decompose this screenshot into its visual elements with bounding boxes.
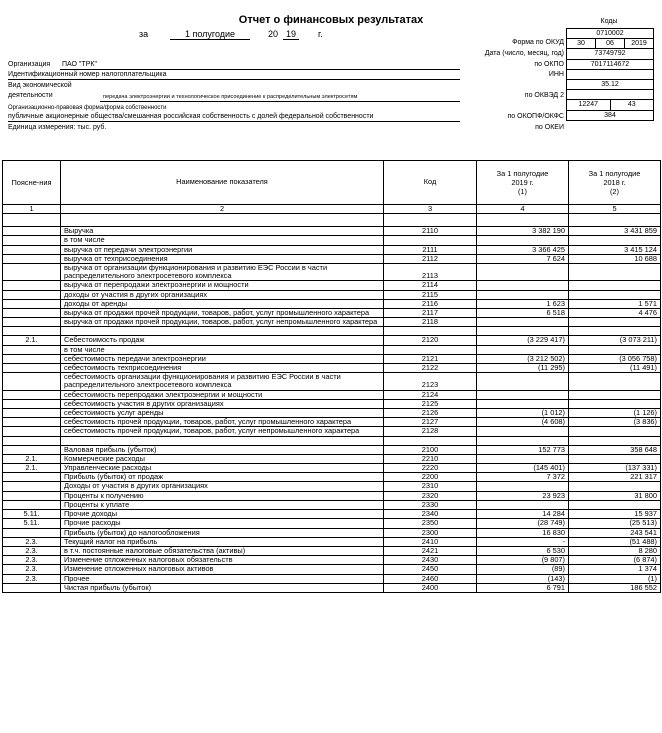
note-cell bbox=[3, 482, 61, 491]
note-cell: 2.1. bbox=[3, 464, 61, 473]
code-okei: 384 bbox=[604, 111, 616, 119]
note-cell bbox=[3, 354, 61, 363]
note-cell bbox=[3, 299, 61, 308]
value-2019-cell: (145 401) bbox=[477, 464, 569, 473]
value-2018-cell: 10 688 bbox=[569, 254, 661, 263]
col-num-4: 4 bbox=[477, 205, 569, 214]
name-cell: себестоимость передачи электроэнергии bbox=[61, 354, 384, 363]
code-inn: 7017114672 bbox=[567, 60, 653, 70]
value-2018-cell bbox=[569, 290, 661, 299]
name-cell: себестоимость техприсоединения bbox=[61, 364, 384, 373]
value-2018-cell: 1 374 bbox=[569, 565, 661, 574]
code-cell: 2114 bbox=[384, 281, 477, 290]
code-okud: 0710002 bbox=[567, 29, 653, 39]
codes-header: Коды bbox=[600, 18, 618, 25]
code-cell bbox=[384, 236, 477, 245]
value-2019-cell bbox=[477, 264, 569, 281]
value-2019-cell bbox=[477, 318, 569, 327]
value-2019-cell: 23 923 bbox=[477, 491, 569, 500]
code-cell: 2123 bbox=[384, 373, 477, 390]
spacer-cell bbox=[569, 214, 661, 227]
note-cell: 2.3. bbox=[3, 574, 61, 583]
name-cell: выручка от техприсоединения bbox=[61, 254, 384, 263]
label-date: Дата (число, месяц, год) bbox=[484, 50, 564, 57]
spacer-cell bbox=[384, 214, 477, 227]
col-2018-header bbox=[569, 161, 661, 205]
table-row bbox=[3, 236, 661, 245]
spacer-cell bbox=[569, 436, 661, 445]
table-row bbox=[3, 245, 661, 254]
value-2019-cell: (3 212 502) bbox=[477, 354, 569, 363]
period-year-field bbox=[283, 29, 299, 40]
spacer-row bbox=[3, 214, 661, 227]
value-2019-cell: 14 284 bbox=[477, 510, 569, 519]
table-body bbox=[3, 214, 661, 593]
value-2018-cell bbox=[569, 264, 661, 281]
name-cell: Проценты к уплате bbox=[61, 500, 384, 509]
value-2018-cell: 358 648 bbox=[569, 445, 661, 454]
note-cell bbox=[3, 409, 61, 418]
name-cell: себестоимость перепродажи электроэнергии и мощности bbox=[61, 390, 384, 399]
value-2018-cell: (6 874) bbox=[569, 556, 661, 565]
code-cell: 2300 bbox=[384, 528, 477, 537]
label-inn: ИНН bbox=[548, 71, 564, 78]
name-cell: Проценты к получению bbox=[61, 491, 384, 500]
opf-underline bbox=[8, 121, 460, 122]
name-cell: в т.ч. постоянные налоговые обязательства (активы) bbox=[61, 546, 384, 555]
code-cell: 2125 bbox=[384, 399, 477, 408]
value-2019-cell: 7 372 bbox=[477, 473, 569, 482]
code-cell: 2430 bbox=[384, 556, 477, 565]
value-2019-cell: (3 229 417) bbox=[477, 336, 569, 345]
name-cell: Текущий налог на прибыль bbox=[61, 537, 384, 546]
note-cell bbox=[3, 245, 61, 254]
code-cell: 2460 bbox=[384, 574, 477, 583]
value-2019-cell: 6 518 bbox=[477, 309, 569, 318]
note-cell: 2.3. bbox=[3, 537, 61, 546]
note-cell: 2.3. bbox=[3, 556, 61, 565]
label-okud: Форма по ОКУД bbox=[512, 39, 564, 46]
name-cell: Чистая прибыль (убыток) bbox=[61, 583, 384, 592]
table-row bbox=[3, 565, 661, 574]
value-2019-cell: (89) bbox=[477, 565, 569, 574]
value-2019-cell: 6 791 bbox=[477, 583, 569, 592]
code-cell: 2320 bbox=[384, 491, 477, 500]
period-name: 1 полугодие bbox=[170, 29, 250, 40]
name-cell: себестоимость прочей продукции, товаров, работ, услуг непромышленного характера bbox=[61, 427, 384, 436]
name-cell: Выручка bbox=[61, 227, 384, 236]
col-code-header: Код bbox=[384, 161, 477, 205]
table-row bbox=[3, 491, 661, 500]
value-2019-cell bbox=[477, 427, 569, 436]
name-cell: Доходы от участия в других организациях bbox=[61, 482, 384, 491]
note-cell bbox=[3, 491, 61, 500]
note-cell bbox=[3, 364, 61, 373]
code-cell: 2113 bbox=[384, 264, 477, 281]
code-date bbox=[567, 39, 653, 49]
value-2019-cell: 152 773 bbox=[477, 445, 569, 454]
value-2019-cell: 16 830 bbox=[477, 528, 569, 537]
table-row bbox=[3, 373, 661, 390]
code-cell: 2124 bbox=[384, 390, 477, 399]
value-2019-cell: 3 382 190 bbox=[477, 227, 569, 236]
value-2019-cell: 7 624 bbox=[477, 254, 569, 263]
label-inn-full: Идентификационный номер налогоплательщика bbox=[8, 71, 167, 78]
value-2019-cell: 1 623 bbox=[477, 299, 569, 308]
table-row bbox=[3, 445, 661, 454]
name-cell: Валовая прибыль (убыток) bbox=[61, 445, 384, 454]
name-cell: выручка от продажи прочей продукции, товаров, работ, услуг промышленного характера bbox=[61, 309, 384, 318]
note-cell bbox=[3, 264, 61, 281]
label-okpo: по ОКПО bbox=[534, 61, 564, 68]
value-2019-cell bbox=[477, 290, 569, 299]
vid-value: передача электроэнергии и технологическое присоединение к распределительным электросетям bbox=[103, 94, 358, 100]
value-2018-cell bbox=[569, 373, 661, 390]
value-2018-cell: (3 073 211) bbox=[569, 336, 661, 345]
code-cell: 2122 bbox=[384, 364, 477, 373]
value-2019-cell: (9 807) bbox=[477, 556, 569, 565]
col-num-2: 2 bbox=[61, 205, 384, 214]
col-num-3: 3 bbox=[384, 205, 477, 214]
code-cell bbox=[384, 345, 477, 354]
note-cell bbox=[3, 583, 61, 592]
value-2018-cell bbox=[569, 390, 661, 399]
value-2018-cell: (1) bbox=[569, 574, 661, 583]
code-month: 06 bbox=[596, 39, 625, 48]
spacer-row bbox=[3, 436, 661, 445]
label-okopf: по ОКОПФ/ОКФС bbox=[507, 113, 564, 120]
value-2018-cell: 8 280 bbox=[569, 546, 661, 555]
note-cell: 2.3. bbox=[3, 546, 61, 555]
value-2018-cell: 1 571 bbox=[569, 299, 661, 308]
col-2019-header bbox=[477, 161, 569, 205]
table-row bbox=[3, 281, 661, 290]
code-okved: 35.12 bbox=[567, 80, 653, 90]
table-row bbox=[3, 528, 661, 537]
col-2019-header-l1: За 1 полугодие bbox=[496, 169, 549, 178]
label-vid-2: деятельности bbox=[8, 92, 53, 99]
spacer-cell bbox=[61, 436, 384, 445]
value-2018-cell: (51 488) bbox=[569, 537, 661, 546]
code-cell: 2200 bbox=[384, 473, 477, 482]
code-cell: 2128 bbox=[384, 427, 477, 436]
code-cell: 2117 bbox=[384, 309, 477, 318]
name-cell: Прочие доходы bbox=[61, 510, 384, 519]
name-cell: выручка от организации функционирования и развитию ЕЭС России в части распределительного электросетевого комплекса bbox=[61, 264, 384, 281]
value-2018-cell: 221 317 bbox=[569, 473, 661, 482]
period-year: 19 bbox=[283, 29, 299, 40]
spacer-cell bbox=[3, 214, 61, 227]
code-cell: 2120 bbox=[384, 336, 477, 345]
code-cell: 2220 bbox=[384, 464, 477, 473]
note-cell bbox=[3, 281, 61, 290]
spacer-cell bbox=[61, 214, 384, 227]
code-cell: 2116 bbox=[384, 299, 477, 308]
name-cell: Прибыль (убыток) от продаж bbox=[61, 473, 384, 482]
value-2018-cell: 15 937 bbox=[569, 510, 661, 519]
note-cell bbox=[3, 445, 61, 454]
name-cell: себестоимость организации функционирования и развитию ЕЭС России в части распределительного электросетевого комплекса bbox=[61, 373, 384, 390]
code-day: 30 bbox=[567, 39, 596, 48]
table-row bbox=[3, 427, 661, 436]
value-2019-cell bbox=[477, 236, 569, 245]
table-row bbox=[3, 336, 661, 345]
code-blank bbox=[567, 70, 653, 80]
table-row bbox=[3, 290, 661, 299]
code-okfs: 43 bbox=[627, 101, 636, 109]
value-2019-cell: (28 749) bbox=[477, 519, 569, 528]
note-cell bbox=[3, 345, 61, 354]
name-cell: Себестоимость продаж bbox=[61, 336, 384, 345]
name-cell: Прибыль (убыток) до налогообложения bbox=[61, 528, 384, 537]
code-cell: 2118 bbox=[384, 318, 477, 327]
code-cell: 2111 bbox=[384, 245, 477, 254]
label-vid-1: Вид экономической bbox=[8, 82, 72, 89]
value-2019-cell bbox=[477, 482, 569, 491]
code-cell: 2126 bbox=[384, 409, 477, 418]
name-cell: Прочее bbox=[61, 574, 384, 583]
code-cell: 2400 bbox=[384, 583, 477, 592]
label-okved: по ОКВЭД 2 bbox=[524, 92, 564, 99]
code-cell: 2100 bbox=[384, 445, 477, 454]
spacer-cell bbox=[477, 436, 569, 445]
table-row bbox=[3, 318, 661, 327]
table-row bbox=[3, 482, 661, 491]
code-cell: 2310 bbox=[384, 482, 477, 491]
codes-box bbox=[566, 28, 654, 121]
name-cell: выручка от передачи электроэнергии bbox=[61, 245, 384, 254]
inn-underline bbox=[8, 79, 460, 80]
value-2018-cell: (137 331) bbox=[569, 464, 661, 473]
code-cell: 2350 bbox=[384, 519, 477, 528]
value-2018-cell: 243 541 bbox=[569, 528, 661, 537]
label-org: Организация bbox=[8, 61, 51, 68]
name-cell: выручка от продажи прочей продукции, товаров, работ, услуг непромышленного характера bbox=[61, 318, 384, 327]
note-cell bbox=[3, 418, 61, 427]
code-cell: 2421 bbox=[384, 546, 477, 555]
col-2018-header-l1: За 1 полугодие bbox=[588, 169, 641, 178]
name-cell: доходы от аренды bbox=[61, 299, 384, 308]
note-cell bbox=[3, 427, 61, 436]
spacer-cell bbox=[477, 214, 569, 227]
code-cell: 2115 bbox=[384, 290, 477, 299]
value-2019-cell: 3 366 425 bbox=[477, 245, 569, 254]
note-cell bbox=[3, 318, 61, 327]
table-row bbox=[3, 345, 661, 354]
note-cell bbox=[3, 236, 61, 245]
value-2018-cell: (25 513) bbox=[569, 519, 661, 528]
note-cell bbox=[3, 399, 61, 408]
code-okpo: 73749792 bbox=[567, 49, 653, 59]
code-blank-2 bbox=[567, 90, 653, 100]
code-okopf: 12247 bbox=[567, 100, 611, 109]
note-cell bbox=[3, 309, 61, 318]
value-2018-cell: (11 491) bbox=[569, 364, 661, 373]
value-2019-cell: (11 295) bbox=[477, 364, 569, 373]
table-row bbox=[3, 583, 661, 592]
name-cell: себестоимость прочей продукции, товаров, работ, услуг промышленного характера bbox=[61, 418, 384, 427]
value-2018-cell bbox=[569, 236, 661, 245]
value-2018-cell bbox=[569, 281, 661, 290]
value-2019-cell: - bbox=[477, 537, 569, 546]
value-2018-cell bbox=[569, 482, 661, 491]
code-year: 2019 bbox=[631, 40, 647, 48]
table-row bbox=[3, 574, 661, 583]
value-2019-cell: (143) bbox=[477, 574, 569, 583]
value-2018-cell: (3 056 758) bbox=[569, 354, 661, 363]
value-2019-cell: (1 012) bbox=[477, 409, 569, 418]
table-row bbox=[3, 519, 661, 528]
name-cell: Прочие расходы bbox=[61, 519, 384, 528]
name-cell: Коммерческие расходы bbox=[61, 454, 384, 463]
code-cell: 2330 bbox=[384, 500, 477, 509]
org-underline bbox=[60, 69, 460, 70]
code-cell: 2110 bbox=[384, 227, 477, 236]
code-okopf-okfs bbox=[567, 100, 653, 110]
label-opf-1: Организационно-правовая форма/форма собственности bbox=[8, 105, 167, 111]
note-cell: 5.11. bbox=[3, 519, 61, 528]
value-2018-cell: 3 415 124 bbox=[569, 245, 661, 254]
code-cell: 2112 bbox=[384, 254, 477, 263]
org-value: ПАО "ТРК" bbox=[62, 61, 97, 68]
value-2019-cell bbox=[477, 345, 569, 354]
note-cell bbox=[3, 290, 61, 299]
col-2019-header-l3: (1) bbox=[517, 187, 528, 196]
col-2018-header-l2: 2018 г. bbox=[603, 178, 626, 187]
name-cell: себестоимость услуг аренды bbox=[61, 409, 384, 418]
note-cell: 5.11. bbox=[3, 510, 61, 519]
table-numbering-row bbox=[3, 205, 661, 214]
note-cell bbox=[3, 390, 61, 399]
note-cell: 2.1. bbox=[3, 336, 61, 345]
table-header-row bbox=[3, 161, 661, 205]
code-cell: 2121 bbox=[384, 354, 477, 363]
note-cell bbox=[3, 373, 61, 390]
note-cell: 2.1. bbox=[3, 454, 61, 463]
value-2018-cell bbox=[569, 427, 661, 436]
value-2018-cell: 3 431 859 bbox=[569, 227, 661, 236]
col-2018-header-l3: (2) bbox=[609, 187, 620, 196]
code-cell: 2127 bbox=[384, 418, 477, 427]
value-2019-cell bbox=[477, 373, 569, 390]
label-okei: по ОКЕИ bbox=[535, 124, 564, 131]
report-title: Отчет о финансовых результатах bbox=[238, 14, 424, 26]
name-cell: Изменение отложенных налоговых активов bbox=[61, 565, 384, 574]
period-field bbox=[170, 29, 250, 40]
label-unit: Единица измерения: тыс. руб. bbox=[8, 124, 107, 131]
table-row bbox=[3, 264, 661, 281]
value-2018-cell bbox=[569, 345, 661, 354]
value-2018-cell: (3 836) bbox=[569, 418, 661, 427]
period-year-prefix: 20 bbox=[268, 29, 279, 39]
value-2018-cell: 4 476 bbox=[569, 309, 661, 318]
label-opf-2: публичные акционерные общества/смешанная российская собственность с долей федеральной собственности bbox=[8, 113, 374, 120]
code-cell: 2340 bbox=[384, 510, 477, 519]
code-cell: 2210 bbox=[384, 454, 477, 463]
col-notes-header: Поясне-ния bbox=[3, 161, 61, 205]
note-cell bbox=[3, 528, 61, 537]
value-2019-cell: 6 530 bbox=[477, 546, 569, 555]
period-za: за bbox=[139, 29, 149, 39]
vid-underline bbox=[100, 101, 460, 102]
name-cell: доходы от участия в других организациях bbox=[61, 290, 384, 299]
note-cell: 2.3. bbox=[3, 565, 61, 574]
financial-results-table bbox=[2, 160, 661, 593]
col-num-5: 5 bbox=[569, 205, 661, 214]
col-name-header: Наименование показателя bbox=[61, 161, 384, 205]
code-cell: 2450 bbox=[384, 565, 477, 574]
name-cell: в том числе bbox=[61, 236, 384, 245]
col-num-1: 1 bbox=[3, 205, 61, 214]
name-cell: Изменение отложенных налоговых обязательств bbox=[61, 556, 384, 565]
name-cell: в том числе bbox=[61, 345, 384, 354]
spacer-cell bbox=[3, 436, 61, 445]
name-cell: Управленческие расходы bbox=[61, 464, 384, 473]
table-row bbox=[3, 390, 661, 399]
period-year-suffix: г. bbox=[318, 29, 323, 39]
value-2019-cell: (4 608) bbox=[477, 418, 569, 427]
value-2018-cell: (1 126) bbox=[569, 409, 661, 418]
value-2018-cell: 31 800 bbox=[569, 491, 661, 500]
name-cell: выручка от перепродажи электроэнергии и мощности bbox=[61, 281, 384, 290]
name-cell: себестоимость участия в других организациях bbox=[61, 399, 384, 408]
note-cell bbox=[3, 254, 61, 263]
spacer-cell bbox=[384, 436, 477, 445]
value-2019-cell bbox=[477, 390, 569, 399]
value-2018-cell bbox=[569, 318, 661, 327]
note-cell bbox=[3, 227, 61, 236]
value-2018-cell: 186 552 bbox=[569, 583, 661, 592]
code-cell: 2410 bbox=[384, 537, 477, 546]
col-2019-header-l2: 2019 г. bbox=[511, 178, 534, 187]
value-2019-cell bbox=[477, 281, 569, 290]
note-cell bbox=[3, 473, 61, 482]
